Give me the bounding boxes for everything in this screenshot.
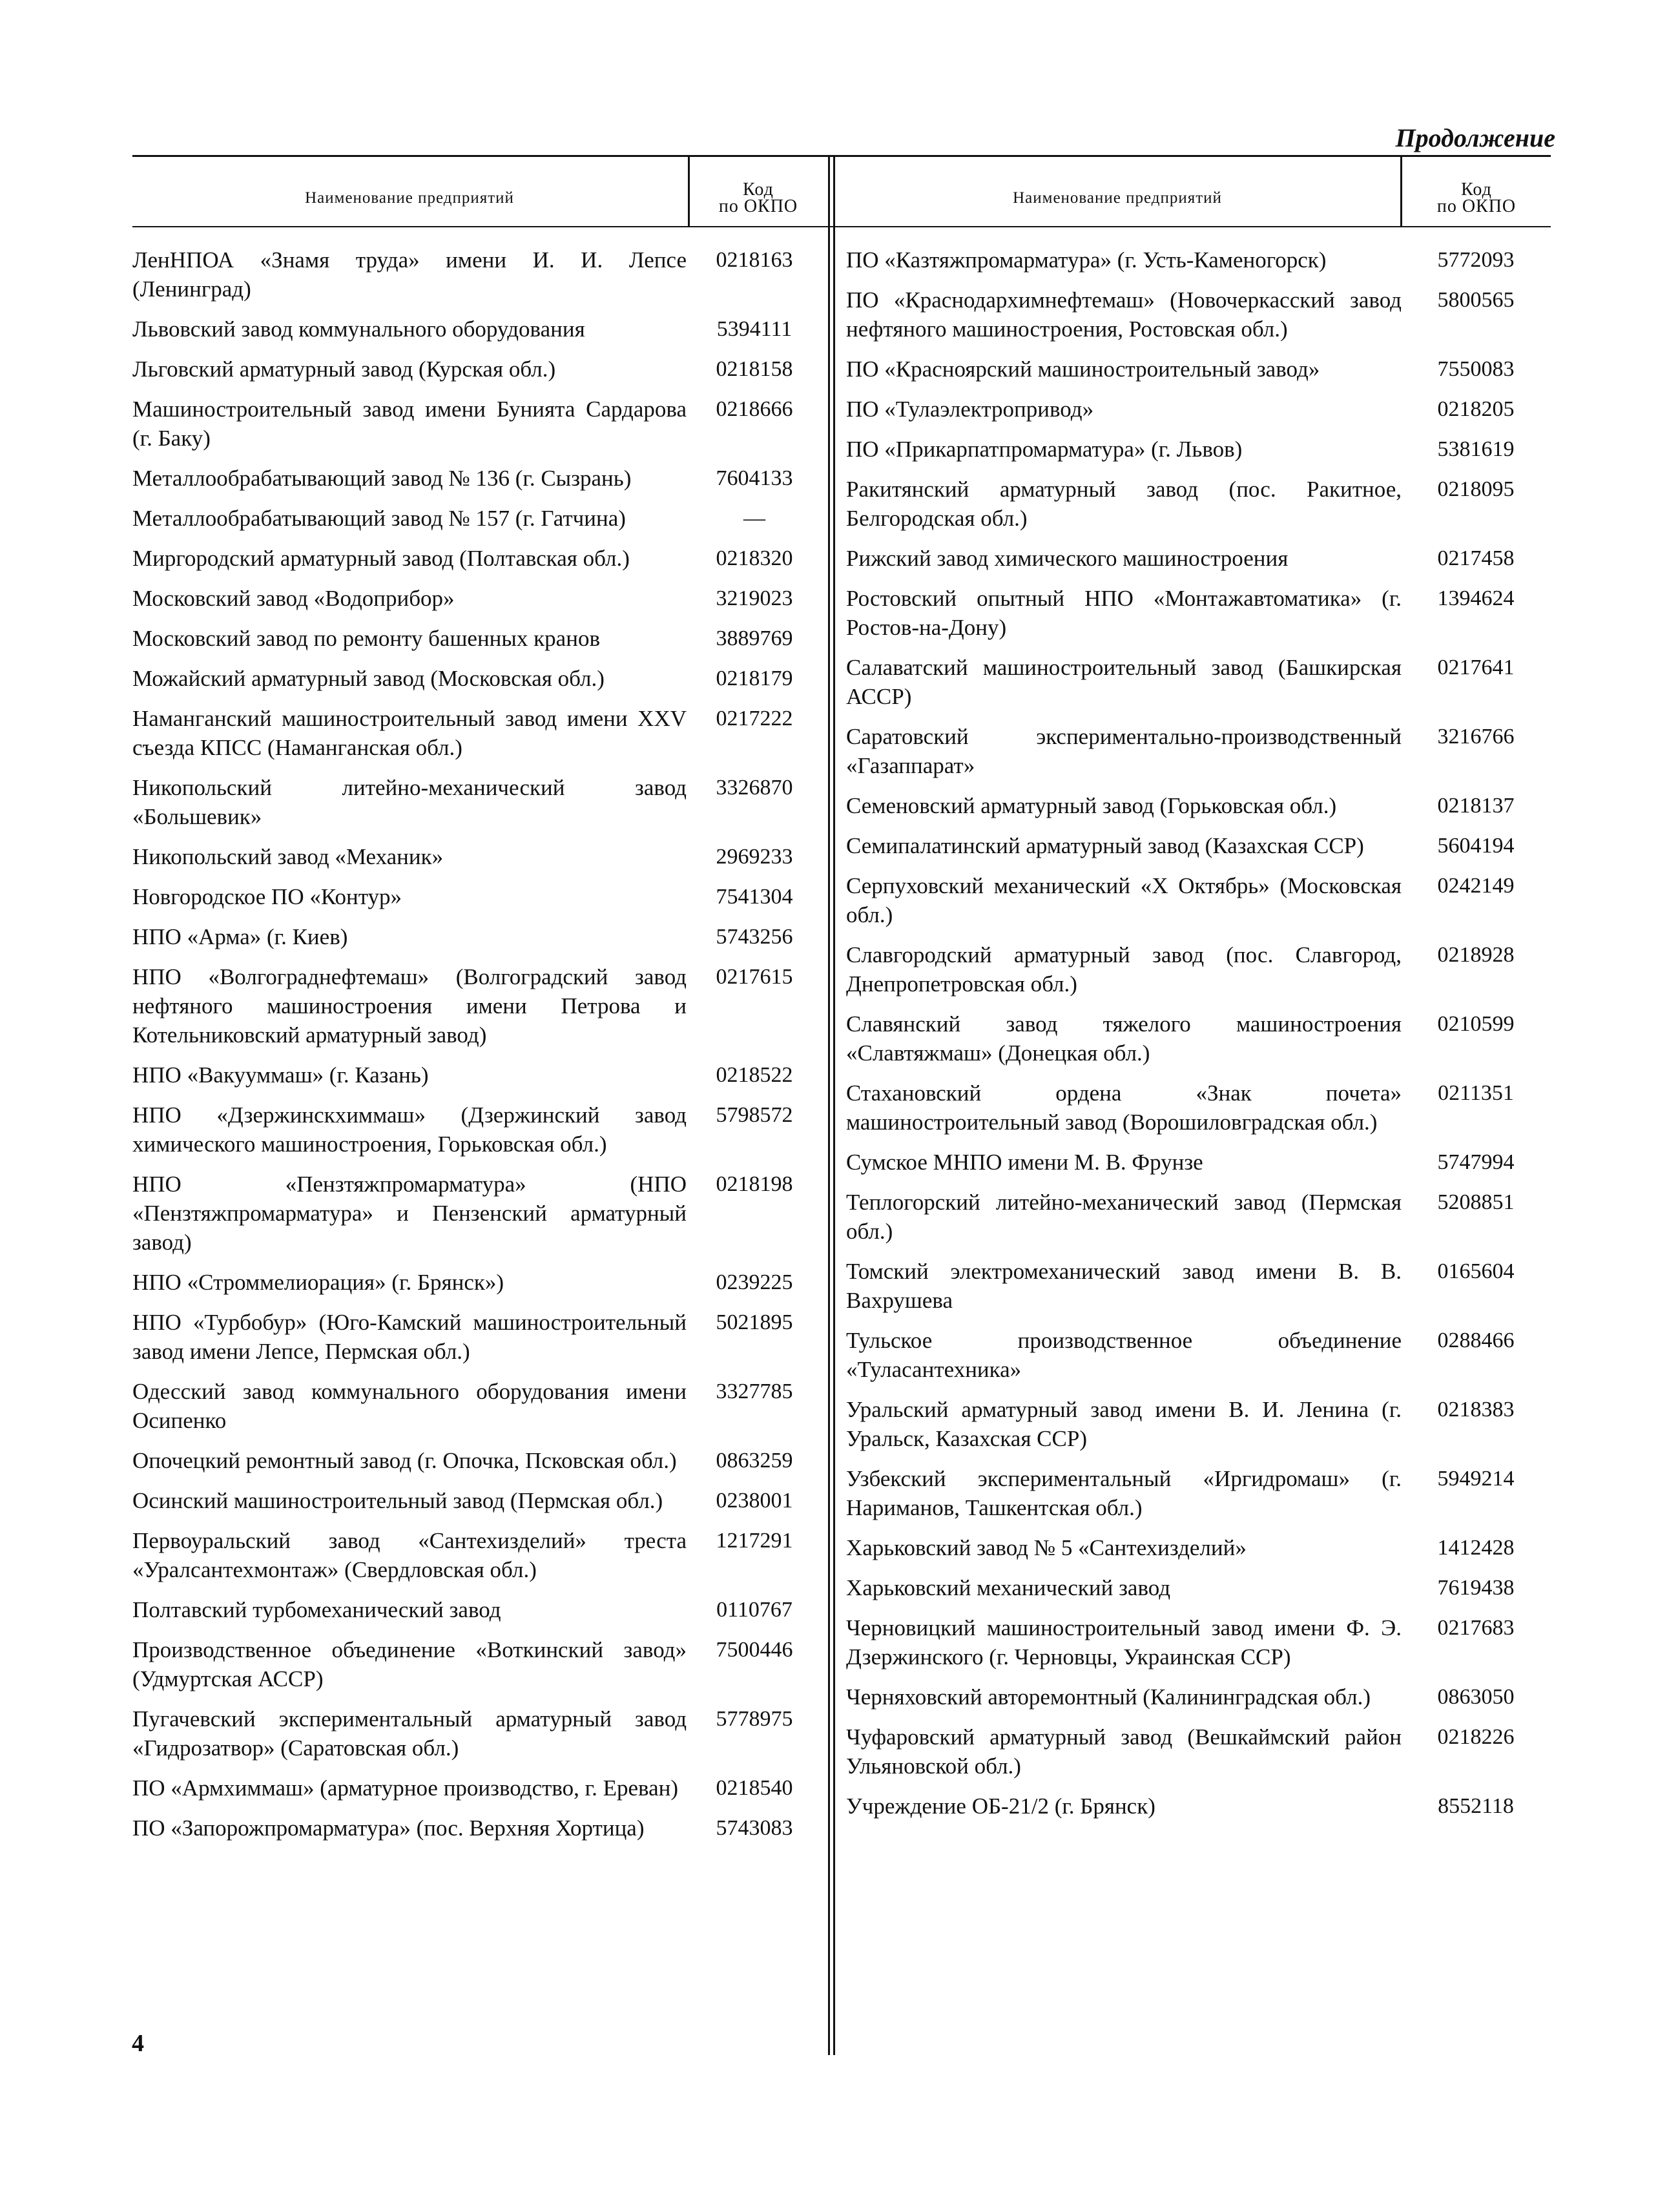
table-row: [132, 922, 822, 951]
table-row: [846, 285, 1544, 344]
okpo-code: 3219023: [716, 586, 793, 610]
enterprise-name: Чуфаровский арматурный завод (Вешкаймский район Ульяновской обл.): [846, 1724, 1402, 1779]
right-column: [846, 245, 1544, 1832]
table-row: [132, 1773, 822, 1803]
enterprise-name: Металлообрабатывающий завод № 136 (г. Сызрань): [132, 466, 632, 491]
table-row: [846, 1326, 1544, 1384]
enterprise-name: Салаватский машиностроительный завод (Башкирская АССР): [846, 655, 1402, 709]
okpo-code: 0238001: [716, 1489, 793, 1513]
okpo-code: 5747994: [1437, 1150, 1515, 1174]
table-row: [846, 1533, 1544, 1562]
enterprise-name: ЛенНПОА «Знамя труда» имени И. И. Лепсе (Ленинград): [132, 247, 687, 302]
enterprise-name: Никопольский завод «Механик»: [132, 844, 444, 869]
table-row: [132, 1377, 822, 1435]
okpo-code: 0218205: [1437, 397, 1515, 421]
okpo-code: 5949214: [1437, 1467, 1515, 1491]
okpo-code: 3326870: [716, 776, 793, 800]
table-row: [132, 1635, 822, 1693]
table-row: [846, 1188, 1544, 1246]
enterprise-name: Пугачевский экспериментальный арматурный завод «Гидрозатвор» (Саратовская обл.): [132, 1706, 687, 1761]
enterprise-name: Славгородский арматурный завод (пос. Славгород, Днепропетровская обл.): [846, 942, 1402, 997]
okpo-code: 5394111: [716, 317, 792, 341]
continuation-label: Продолжение: [1395, 123, 1555, 152]
okpo-code: 0218179: [716, 667, 793, 690]
okpo-code: 0218666: [716, 397, 793, 421]
table-row: [846, 940, 1544, 998]
enterprise-name: НПО «Дзержинскхиммаш» (Дзержинский завод химического машиностроения, Горьковская обл.): [132, 1102, 687, 1157]
enterprise-name: Серпуховский механический «Х Октябрь» (Московская обл.): [846, 873, 1402, 927]
okpo-code: 0239225: [716, 1270, 793, 1294]
okpo-code: 0110767: [716, 1598, 792, 1622]
table-row: [846, 653, 1544, 711]
okpo-code: 0218163: [716, 248, 793, 272]
enterprise-name: Саратовский экспериментально-производственный «Газаппарат»: [846, 724, 1402, 778]
table-row: [846, 435, 1544, 464]
table-row: [132, 504, 822, 533]
enterprise-name: ПО «Армхиммаш» (арматурное производство, г. Ереван): [132, 1775, 678, 1801]
enterprise-name: ПО «Красноярский машиностроительный завод»: [846, 357, 1320, 382]
enterprise-name: НПО «Волгограднефтемаш» (Волгоградский завод нефтяного машиностроения имени Петрова и Котельниковский арматурный завод): [132, 964, 687, 1048]
enterprise-name: Семеновский арматурный завод (Горьковская обл.): [846, 793, 1337, 818]
enterprise-name: Металлообрабатывающий завод № 157 (г. Гатчина): [132, 506, 626, 531]
table-row: [132, 1101, 822, 1159]
table-row: [846, 1079, 1544, 1137]
enterprise-name: Узбекский экспериментальный «Иргидромаш» (г. Нариманов, Ташкентская обл.): [846, 1466, 1402, 1520]
right-name-header: [836, 169, 1398, 227]
enterprise-name: Уральский арматурный завод имени В. И. Ленина (г. Уральск, Казахская ССР): [846, 1397, 1402, 1451]
table-row: [132, 664, 822, 693]
enterprise-name: Производственное объединение «Воткинский завод» (Удмуртская АССР): [132, 1637, 687, 1691]
okpo-code: 0217458: [1437, 546, 1515, 570]
table-row: [132, 395, 822, 453]
okpo-code: 5021895: [716, 1310, 793, 1334]
table-row: [132, 544, 822, 573]
enterprise-name: Рижский завод химического машиностроения: [846, 546, 1289, 571]
table-row: [846, 1573, 1544, 1602]
right-code-header-line1: Код: [1461, 180, 1492, 200]
table-row: [132, 704, 822, 762]
enterprise-name: Харьковский механический завод: [846, 1575, 1171, 1600]
okpo-code: 0218928: [1437, 943, 1515, 967]
enterprise-name: ПО «Запорожпромарматура» (пос. Верхняя Хортица): [132, 1815, 645, 1841]
table-row: [132, 773, 822, 831]
table-row: [846, 791, 1544, 820]
okpo-code: 0211351: [1438, 1081, 1514, 1105]
okpo-code: 0218522: [716, 1063, 793, 1087]
enterprise-name: Стахановский ордена «Знак почета» машиностроительный завод (Ворошиловградская обл.): [846, 1080, 1402, 1135]
enterprise-name: Ростовский опытный НПО «Монтажавтоматика» (г. Ростов-на-Дону): [846, 586, 1402, 640]
table-row: [132, 315, 822, 344]
table-row: [846, 831, 1544, 860]
okpo-code: 5208851: [1437, 1190, 1515, 1214]
table-row: [132, 962, 822, 1049]
enterprise-name: Черняховский авторемонтный (Калининградская обл.): [846, 1684, 1371, 1710]
okpo-code: 5798572: [716, 1103, 793, 1127]
enterprise-name: Учреждение ОБ-21/2 (г. Брянск): [846, 1793, 1155, 1819]
enterprise-name: Полтавский турбомеханический завод: [132, 1597, 501, 1622]
table-row: [846, 1682, 1544, 1711]
okpo-code: 0218198: [716, 1172, 793, 1196]
page-number: 4: [132, 2030, 144, 2057]
enterprise-name: Харьковский завод № 5 «Сантехизделий»: [846, 1535, 1247, 1560]
enterprise-name: Томский электромеханический завод имени В. В. Вахрушева: [846, 1259, 1402, 1313]
okpo-code: 7619438: [1437, 1576, 1515, 1600]
right-name-header-label: Наименование предприятий: [1013, 189, 1222, 207]
okpo-code: 5604194: [1437, 834, 1515, 858]
okpo-code: 2969233: [716, 845, 793, 869]
okpo-code: 1394624: [1437, 586, 1515, 610]
okpo-code: 7541304: [716, 885, 793, 909]
okpo-code: 3327785: [716, 1380, 793, 1403]
okpo-code: 5381619: [1437, 437, 1515, 461]
okpo-code: 0863259: [716, 1449, 793, 1473]
enterprise-name: ПО «Прикарпатпромарматура» (г. Львов): [846, 437, 1243, 462]
table-row: [846, 1395, 1544, 1453]
table-row: [132, 1268, 822, 1297]
okpo-code: 0217615: [716, 965, 793, 989]
okpo-code: 7500446: [716, 1638, 793, 1662]
okpo-code: 5800565: [1437, 288, 1515, 312]
okpo-code: 5778975: [716, 1707, 793, 1731]
enterprise-name: Миргородский арматурный завод (Полтавская обл.): [132, 546, 630, 571]
table-row: [846, 245, 1544, 274]
enterprise-name: Московский завод «Водоприбор»: [132, 586, 455, 611]
table-row: [846, 395, 1544, 424]
enterprise-name: Опочецкий ремонтный завод (г. Опочка, Псковская обл.): [132, 1448, 677, 1473]
enterprise-name: Семипалатинский арматурный завод (Казахская ССР): [846, 833, 1364, 858]
center-double-rule-b: [833, 156, 835, 2055]
left-name-header: [132, 169, 687, 227]
table-row: [846, 584, 1544, 642]
center-double-rule-a: [828, 156, 830, 2055]
table-row: [132, 245, 822, 304]
enterprise-name: Никопольский литейно-механический завод «Большевик»: [132, 775, 687, 829]
table-row: [846, 355, 1544, 384]
enterprise-name: Львовский завод коммунального оборудования: [132, 316, 585, 342]
enterprise-name: Машиностроительный завод имени Бунията Сардарова (г. Баку): [132, 397, 687, 451]
okpo-code: 5743256: [716, 925, 793, 949]
table-row: [132, 1595, 822, 1624]
enterprise-name: Льговский арматурный завод (Курская обл.): [132, 357, 556, 382]
table-row: [132, 1814, 822, 1843]
enterprise-name: Теплогорский литейно-механический завод (Пермская обл.): [846, 1190, 1402, 1244]
right-code-header: [1402, 169, 1551, 227]
table-row: [846, 1009, 1544, 1068]
okpo-code: 0218383: [1437, 1398, 1515, 1421]
okpo-code: 0217683: [1437, 1616, 1515, 1640]
enterprise-name: Славянский завод тяжелого машиностроения «Славтяжмаш» (Донецкая обл.): [846, 1011, 1402, 1066]
enterprise-name: Первоуральский завод «Сантехизделий» треста «Уралсантехмонтаж» (Свердловская обл.): [132, 1528, 687, 1582]
enterprise-name: НПО «Турбобур» (Юго-Камский машиностроительный завод имени Лепсе, Пермская обл.): [132, 1310, 687, 1364]
okpo-code: 0218137: [1437, 794, 1515, 818]
okpo-code: 0210599: [1437, 1012, 1515, 1036]
left-code-header: [690, 169, 827, 227]
table-row: [132, 464, 822, 493]
table-row: [846, 871, 1544, 929]
table-row: [132, 355, 822, 384]
okpo-code: 0288466: [1437, 1328, 1515, 1352]
table-row: [846, 1464, 1544, 1522]
okpo-code: 0218158: [716, 357, 793, 381]
okpo-code: 7550083: [1437, 357, 1515, 381]
okpo-code: 0218320: [716, 546, 793, 570]
table-row: [132, 584, 822, 613]
okpo-code: 0217641: [1437, 656, 1515, 679]
enterprise-name: Одесский завод коммунального оборудования имени Осипенко: [132, 1379, 687, 1433]
table-row: [132, 842, 822, 871]
enterprise-name: ПО «Тулаэлектропривод»: [846, 397, 1094, 422]
okpo-code: 0217222: [716, 707, 793, 730]
okpo-code: 0242149: [1437, 874, 1515, 898]
table-row: [132, 882, 822, 911]
okpo-code: —: [743, 506, 765, 530]
enterprise-name: НПО «Пензтяжпромарматура» (НПО «Пензтяжпромарматура» и Пензенский арматурный завод): [132, 1172, 687, 1255]
table-row: [846, 475, 1544, 533]
okpo-code: 0218226: [1437, 1725, 1515, 1749]
table-row: [132, 1308, 822, 1366]
okpo-code: 0165604: [1437, 1259, 1515, 1283]
enterprise-name: Сумское МНПО имени М. В. Фрунзе: [846, 1150, 1203, 1175]
left-column: [132, 245, 822, 1854]
left-name-header-label: Наименование предприятий: [305, 189, 514, 207]
okpo-code: 7604133: [716, 466, 793, 490]
enterprise-name: Ракитянский арматурный завод (пос. Ракитное, Белгородская обл.): [846, 477, 1402, 531]
table-row: [132, 1170, 822, 1257]
table-row: [132, 1446, 822, 1475]
table-row: [846, 544, 1544, 573]
table-row: [132, 1060, 822, 1090]
enterprise-name: НПО «Арма» (г. Киев): [132, 924, 348, 949]
table-row: [846, 1613, 1544, 1671]
enterprise-name: НПО «Строммелиорация» (г. Брянск»): [132, 1270, 504, 1295]
enterprise-name: Московский завод по ремонту башенных кранов: [132, 626, 600, 651]
okpo-code: 3216766: [1437, 725, 1515, 749]
okpo-code: 0218095: [1437, 477, 1515, 501]
okpo-code: 5772093: [1437, 248, 1515, 272]
enterprise-name: ПО «Краснодархимнефтемаш» (Новочеркасский завод нефтяного машиностроения, Ростовская обл.): [846, 287, 1402, 342]
table-row: [132, 1526, 822, 1584]
table-row: [132, 624, 822, 653]
right-code-header-line2: по ОКПО: [1436, 196, 1517, 216]
table-row: [846, 1148, 1544, 1177]
table-row: [132, 1486, 822, 1515]
enterprise-name: Осинский машиностроительный завод (Пермская обл.): [132, 1488, 663, 1513]
enterprise-name: Наманганский машиностроительный завод имени XXV съезда КПСС (Наманганская обл.): [132, 706, 687, 760]
okpo-code: 1412428: [1437, 1536, 1515, 1560]
okpo-code: 1217291: [716, 1529, 793, 1553]
okpo-code: 8552118: [1438, 1794, 1514, 1818]
okpo-code: 0863050: [1437, 1685, 1515, 1709]
enterprise-name: Черновицкий машиностроительный завод имени Ф. Э. Дзержинского (г. Черновцы, Украинская ССР): [846, 1615, 1402, 1669]
enterprise-name: Новгородское ПО «Контур»: [132, 884, 402, 909]
enterprise-name: Можайский арматурный завод (Московская обл.): [132, 666, 605, 691]
left-code-header-line2: по ОКПО: [718, 196, 798, 216]
okpo-code: 0218540: [716, 1776, 793, 1800]
enterprise-name: ПО «Казтяжпромарматура» (г. Усть-Каменогорск): [846, 247, 1327, 273]
enterprise-name: Тульское производственное объединение «Туласантехника»: [846, 1328, 1402, 1382]
table-row: [846, 1722, 1544, 1781]
top-rule: [132, 155, 1551, 157]
table-row: [132, 1704, 822, 1762]
table-row: [846, 722, 1544, 780]
left-code-header-line1: Код: [743, 180, 774, 200]
table-row: [846, 1792, 1544, 1821]
enterprise-name: НПО «Вакууммаш» (г. Казань): [132, 1062, 429, 1088]
okpo-code: 3889769: [716, 626, 793, 650]
table-row: [846, 1257, 1544, 1315]
okpo-code: 5743083: [716, 1816, 793, 1840]
